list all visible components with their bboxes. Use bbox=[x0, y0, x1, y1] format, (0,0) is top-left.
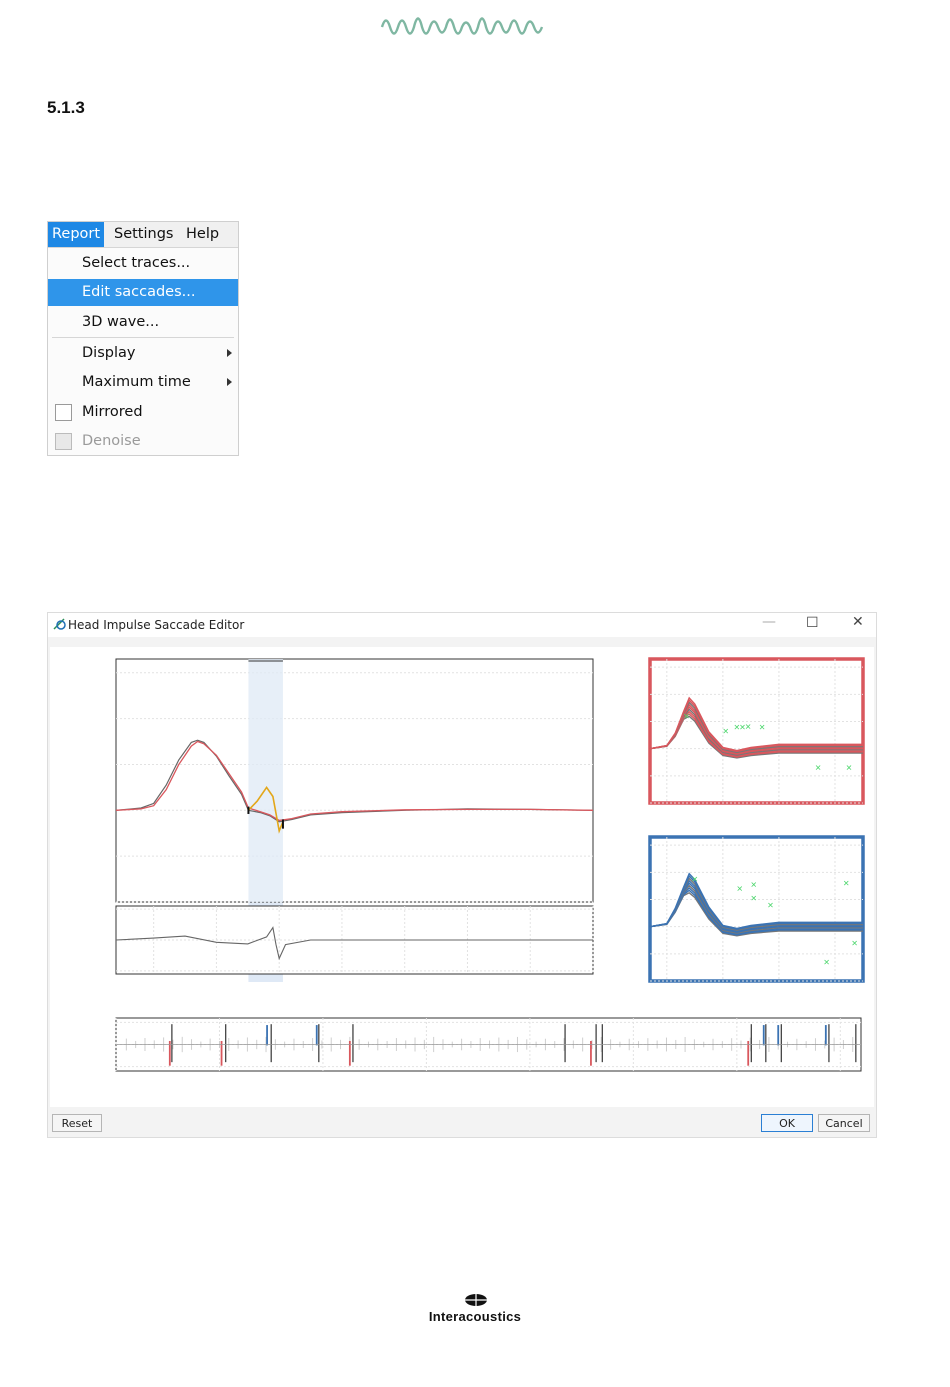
brand-logo-icon bbox=[464, 1293, 488, 1307]
menu-item-select-traces[interactable] bbox=[48, 250, 238, 277]
saccade-marker-icon: ✕ bbox=[851, 938, 858, 948]
plot-frame bbox=[116, 659, 593, 902]
menu-item-mirrored[interactable] bbox=[48, 399, 238, 426]
plot-frame bbox=[650, 659, 863, 803]
cancel-button[interactable]: Cancel bbox=[818, 1114, 870, 1132]
brand-wave-logo bbox=[380, 10, 546, 44]
close-icon[interactable]: ✕ bbox=[852, 614, 864, 630]
saccade-marker-icon: ✕ bbox=[758, 722, 766, 732]
plot-frame bbox=[650, 837, 863, 981]
plots-area bbox=[48, 637, 876, 1107]
reset-button[interactable]: Reset bbox=[52, 1114, 102, 1132]
window-titlebar bbox=[48, 613, 876, 637]
menu-settings[interactable]: Settings bbox=[114, 226, 174, 242]
menu-item-label: Display bbox=[82, 345, 136, 361]
menu-item-3d-wave[interactable] bbox=[48, 309, 238, 336]
saccade-marker-icon: ✕ bbox=[750, 894, 758, 904]
menu-item-display[interactable] bbox=[48, 340, 238, 367]
app-icon bbox=[52, 617, 66, 631]
footer-brand: Interacoustics bbox=[428, 1309, 522, 1324]
menu-help[interactable]: Help bbox=[186, 226, 220, 242]
saccade-marker-icon: ✕ bbox=[722, 727, 730, 736]
menu-item-denoise bbox=[48, 428, 238, 455]
saccade-marker-icon: ✕ bbox=[683, 712, 690, 722]
saccade-marker-icon: ✕ bbox=[736, 884, 744, 894]
menu-item-edit-saccades[interactable] bbox=[48, 279, 238, 306]
saccade-marker-icon: ✕ bbox=[767, 900, 774, 910]
menu-item-label: Select traces... bbox=[82, 255, 191, 271]
minimize-icon[interactable]: — bbox=[762, 614, 776, 630]
menu-item-label: Edit saccades... bbox=[82, 284, 196, 300]
mirrored-checkbox[interactable] bbox=[55, 404, 72, 421]
menu-item-label: Mirrored bbox=[82, 404, 143, 420]
menu-item-label: 3D wave... bbox=[82, 314, 160, 330]
saccade-marker-icon: ✕ bbox=[842, 879, 850, 889]
saccade-marker-icon: ✕ bbox=[733, 722, 741, 732]
denoise-checkbox bbox=[55, 433, 72, 450]
saccade-editor-window bbox=[47, 612, 877, 1138]
report-menu bbox=[47, 221, 239, 456]
menu-separator bbox=[52, 337, 234, 338]
saccade-marker-icon: ✕ bbox=[744, 722, 752, 732]
saccade-marker-icon: ✕ bbox=[691, 875, 699, 885]
menu-item-label: Denoise bbox=[82, 433, 141, 449]
menu-bar bbox=[48, 222, 238, 248]
saccade-marker-icon: ✕ bbox=[814, 763, 822, 773]
saccade-marker-icon: ✕ bbox=[823, 957, 830, 967]
saccade-window-band bbox=[248, 659, 283, 902]
saccade-marker-icon: ✕ bbox=[845, 763, 853, 773]
window-title: Head Impulse Saccade Editor bbox=[68, 618, 245, 632]
saccade-marker-icon: ✕ bbox=[739, 722, 746, 732]
submenu-arrow-icon bbox=[227, 378, 232, 386]
saccade-marker-icon: ✕ bbox=[750, 880, 758, 890]
maximize-icon[interactable]: ☐ bbox=[806, 615, 819, 631]
menu-item-label: Maximum time bbox=[82, 374, 191, 390]
submenu-arrow-icon bbox=[227, 349, 232, 357]
ok-button[interactable]: OK bbox=[761, 1114, 813, 1132]
menu-item-maximum-time[interactable] bbox=[48, 369, 238, 396]
section-number: 5.1.3 bbox=[47, 98, 85, 117]
menu-report[interactable]: Report bbox=[48, 222, 104, 247]
